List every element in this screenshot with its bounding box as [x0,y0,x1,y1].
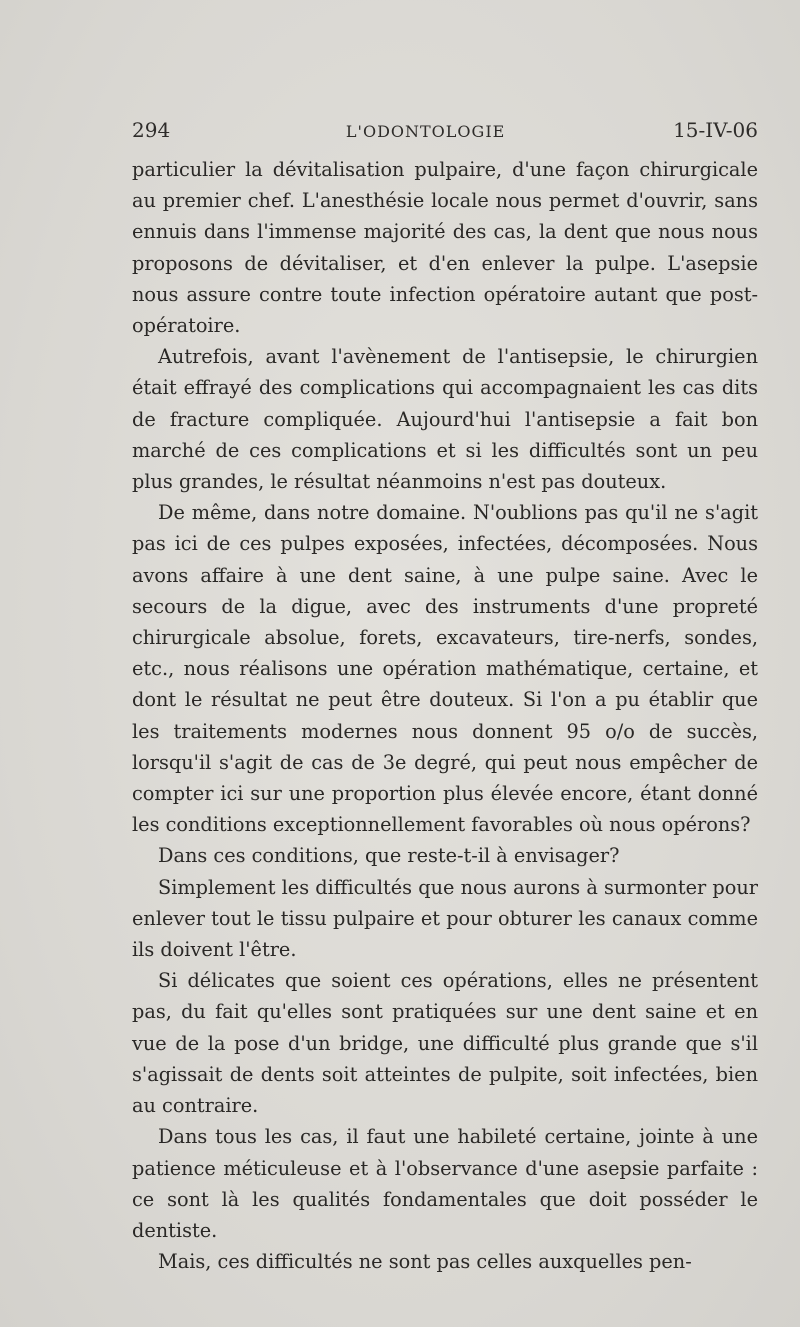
paragraph: Simplement les difficultés que nous aurons à surmonter pour enlever tout le tissu pulpaire et pour obturer les canaux comme ils doivent l'être. [132,875,758,962]
paragraph: De même, dans notre domaine. N'oublions pas qu'il ne s'agit pas ici de ces pulpes exposées, infectées, décomposées. Nous avons affaire à une dent saine, à une pulpe saine. Avec le secours de la digue, avec des instruments d'une propreté chirurgicale absolue, forets, excavateurs, tire-nerfs, sondes, etc., nous réalisons une opération mathématique, certaine, et dont le résultat ne peut être douteux. Si l'on a pu établir que les traitements modernes nous donnent 95 o/o de succès, lorsqu'il s'agit de cas de 3e degré, qui peut nous empêcher de compter ici sur une proportion plus élevée encore, étant donné les conditions exceptionnellement favorables où nous opérons? [132,501,758,837]
issue-date: 15-IV-06 [673,118,758,142]
paragraph: Autrefois, avant l'avènement de l'antisepsie, le chirurgien était effrayé des complications qui accompagnaient les cas dits de fracture compliquée. Aujourd'hui l'antisepsie a fait bon marché de ces complications et si les difficultés sont un peu plus grandes, le résultat néanmoins n'est pas douteux. [132,345,758,494]
running-header [132,118,758,148]
body-text [132,154,758,1277]
paragraph: particulier la dévitalisation pulpaire, d'une façon chirurgicale au premier chef. L'anesthésie locale nous permet d'ouvrir, sans ennuis dans l'immense majorité des cas, la dent que nous nous proposons de dévitaliser, et d'en enlever la pulpe. L'asepsie nous assure contre toute infection opératoire autant que post-opératoire. [132,158,758,338]
page-number: 294 [132,118,171,142]
journal-title: L'ODONTOLOGIE [345,122,506,141]
paragraph: Dans ces conditions, que reste-t-il à envisager? [158,844,620,868]
paragraph: Si délicates que soient ces opérations, elles ne présentent pas, du fait qu'elles sont pratiquées sur une dent saine et en vue de la pose d'un bridge, une difficulté plus grande que s'il s'agissait de dents soit atteintes de pulpite, soit infectées, bien au contraire. [132,969,758,1118]
book-page [132,118,758,1277]
paragraph: Mais, ces difficultés ne sont pas celles auxquelles pen- [158,1250,692,1274]
paragraph: Dans tous les cas, il faut une habileté certaine, jointe à une patience méticuleuse et à l'observance d'une asepsie parfaite : ce sont là les qualités fondamentales que doit posséder le dentiste. [132,1125,758,1242]
